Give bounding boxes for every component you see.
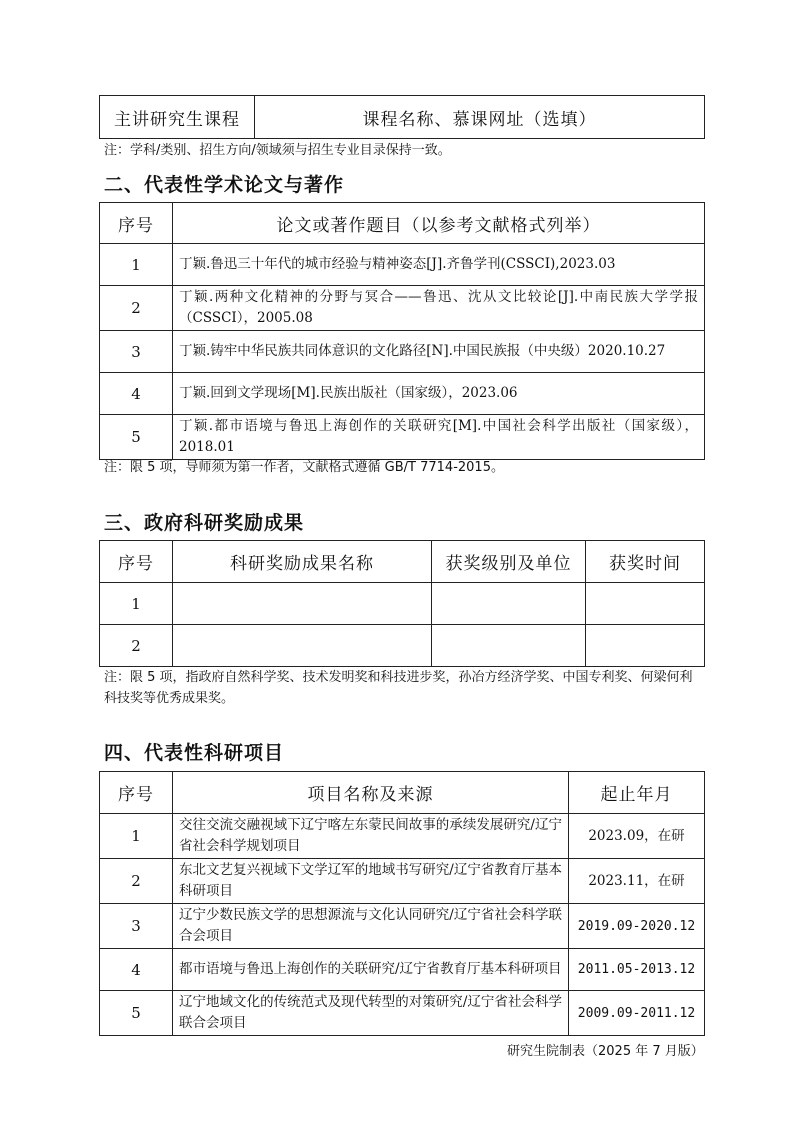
- project-name: 都市语境与鲁迅上海创作的关联研究/辽宁省教育厅基本科研项目: [173, 949, 569, 991]
- course-value: 课程名称、慕课网址（选填）: [255, 96, 705, 139]
- table-row: [100, 991, 705, 1036]
- awards-header-level: 获奖级别及单位: [432, 541, 586, 583]
- award-time: [586, 625, 705, 667]
- papers-header-title: 论文或著作题目（以参考文献格式列举）: [173, 203, 705, 244]
- row-number: 2: [100, 625, 173, 667]
- footer-note: 研究生院制表（2025 年 7 月版）: [507, 1044, 704, 1059]
- paper-citation: 丁颖.回到文学现场[M].民族出版社（国家级），2023.06: [173, 373, 705, 415]
- awards-header-no: 序号: [100, 541, 173, 583]
- table-row: [100, 625, 705, 667]
- project-name: 东北文艺复兴视域下文学辽军的地域书写研究/辽宁省教育厅基本科研项目: [173, 859, 569, 904]
- projects-header-name: 项目名称及来源: [173, 772, 569, 814]
- row-number: 4: [100, 373, 173, 415]
- note-awards: 注：限 5 项，指政府自然科学奖、技术发明奖和科技进步奖，孙冶方经济学奖、中国专利奖、何梁何利科技奖等优秀成果奖。: [104, 670, 693, 706]
- table-row: [100, 415, 705, 460]
- row-number: 5: [100, 415, 173, 460]
- awards-table: [99, 540, 705, 667]
- course-label: 主讲研究生课程: [100, 96, 255, 139]
- award-level: [432, 625, 586, 667]
- projects-table: [99, 771, 705, 1036]
- table-row: [100, 949, 705, 991]
- note-top: 注：学科/类别、招生方向/领域须与招生专业目录保持一致。: [104, 143, 451, 158]
- paper-citation: 丁颖.都市语境与鲁迅上海创作的关联研究[M].中国社会科学出版社（国家级），2018.01: [173, 415, 705, 460]
- paper-citation: 丁颖.鲁迅三十年代的城市经验与精神姿态[J].齐鲁学刊(CSSCI),2023.03: [173, 244, 705, 286]
- table-row: [100, 583, 705, 625]
- paper-citation: 丁颖.两种文化精神的分野与冥合——鲁迅、沈从文比较论[J].中南民族大学学报（CSSCI），2005.08: [173, 286, 705, 331]
- award-name: [173, 625, 432, 667]
- award-name: [173, 583, 432, 625]
- project-period: 2023.11，在研: [569, 859, 705, 904]
- project-period: 2023.09，在研: [569, 814, 705, 859]
- table-row: [100, 331, 705, 373]
- papers-header-no: 序号: [100, 203, 173, 244]
- project-period: 2009.09-2011.12: [569, 991, 705, 1036]
- section3-title: 三、政府科研奖励成果: [104, 512, 305, 534]
- row-number: 1: [100, 583, 173, 625]
- table-row: [100, 904, 705, 949]
- note-papers: 注：限 5 项，导师须为第一作者，文献格式遵循 GB/T 7714-2015。: [104, 460, 504, 475]
- row-number: 4: [100, 949, 173, 991]
- project-name: 交往交流交融视域下辽宁喀左东蒙民间故事的承续发展研究/辽宁省社会科学规划项目: [173, 814, 569, 859]
- table-row: [100, 814, 705, 859]
- row-number: 1: [100, 814, 173, 859]
- course-table: [99, 95, 705, 139]
- table-row: [100, 859, 705, 904]
- awards-header-name: 科研奖励成果名称: [173, 541, 432, 583]
- project-period: 2019.09-2020.12: [569, 904, 705, 949]
- projects-header-period: 起止年月: [569, 772, 705, 814]
- papers-table: [99, 202, 705, 460]
- award-time: [586, 583, 705, 625]
- row-number: 2: [100, 859, 173, 904]
- award-level: [432, 583, 586, 625]
- table-row: [100, 373, 705, 415]
- row-number: 2: [100, 286, 173, 331]
- row-number: 5: [100, 991, 173, 1036]
- table-row: [100, 286, 705, 331]
- awards-header-time: 获奖时间: [586, 541, 705, 583]
- project-name: 辽宁少数民族文学的思想源流与文化认同研究/辽宁省社会科学联合会项目: [173, 904, 569, 949]
- row-number: 1: [100, 244, 173, 286]
- project-period: 2011.05-2013.12: [569, 949, 705, 991]
- paper-citation: 丁颖.铸牢中华民族共同体意识的文化路径[N].中国民族报（中央级）2020.10.27: [173, 331, 705, 373]
- section2-title: 二、代表性学术论文与著作: [104, 174, 345, 196]
- table-row: [100, 244, 705, 286]
- row-number: 3: [100, 331, 173, 373]
- project-name: 辽宁地域文化的传统范式及现代转型的对策研究/辽宁省社会科学联合会项目: [173, 991, 569, 1036]
- section4-title: 四、代表性科研项目: [104, 742, 285, 764]
- row-number: 3: [100, 904, 173, 949]
- projects-header-no: 序号: [100, 772, 173, 814]
